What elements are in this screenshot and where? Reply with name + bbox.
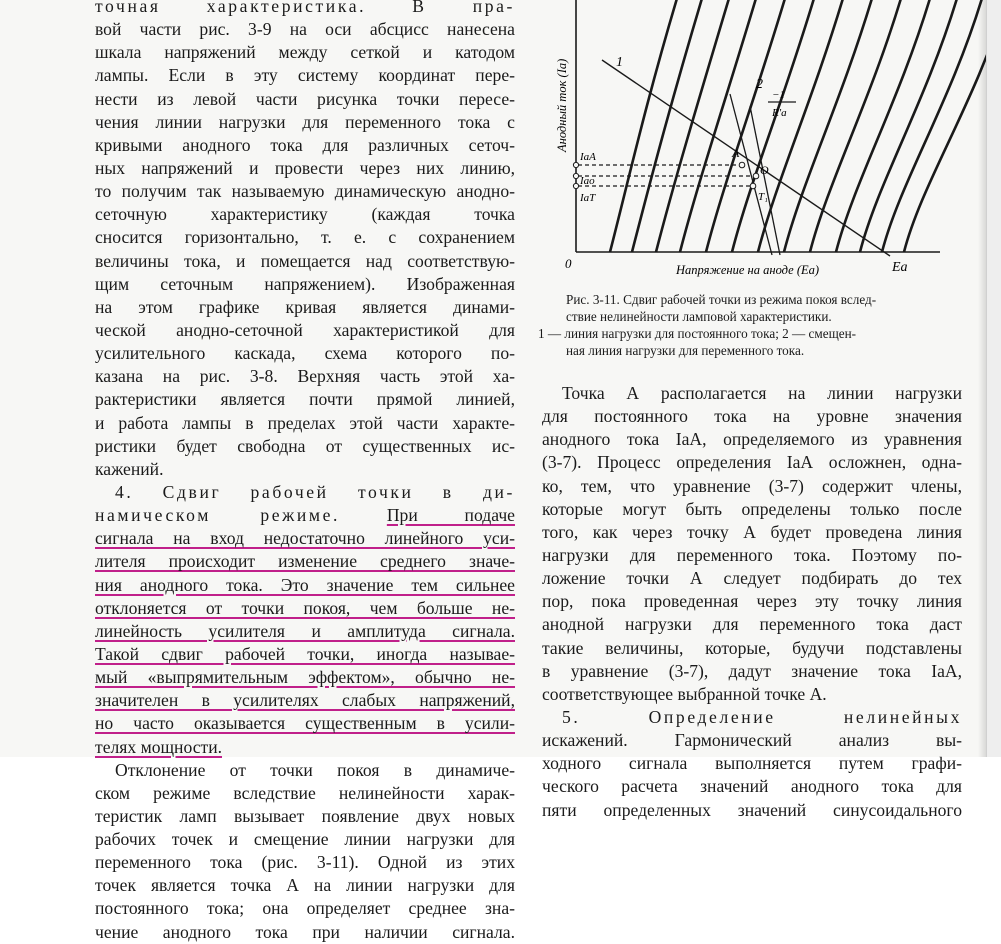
slope-numerator: −1 [772,89,785,101]
caption-line: ствие нелинейности ламповой характеристики. [566,309,832,324]
underlined-line: линейность усилителя и амплитуда сигнала. [95,620,515,641]
text-line: такие величины, которые, будучи подставлены [542,637,962,658]
text-line: ристики будет свободна от существенных ис- [95,435,515,456]
text-line: постоянного тока; она определяет среднее зна- [95,898,515,919]
text-line: чения линии нагрузки для переменного тока с [95,111,515,132]
text-line: рактеристики является почти прямой линией, [95,389,515,410]
underlined-line: сигнала на вход недостаточно линейного уси- [95,528,515,549]
text-line: ческой анодно-сеточной характеристикой для [95,319,515,340]
underlined-line-last [95,736,515,759]
right-column [542,382,962,822]
point-A-label: А [732,146,740,160]
tick-circle [573,173,578,178]
text-line: переменного тока (рис. 3-11). Одной из этих [95,852,515,873]
section-4-heading-line [95,504,515,527]
text-line: то получим так называемую динамическую анодно- [95,181,515,202]
section-5-heading: 5. Определение нелинейных [562,706,962,727]
text-line: ском режиме вследствие нелинейности харак- [95,782,515,803]
underlined-line: ния анодного тока. Это значение тем сильнее [95,574,515,595]
text-line: пор, пока проведенная через эту точку линия [542,591,962,612]
text-line: сеточную характеристику (каждая точка [95,204,515,225]
text-line: (3-7). Процесс определения IаА осложнен, одна- [542,452,962,473]
tick-circle [573,183,578,188]
underlined-line: мый «выпрямительным эффектом», обычно не- [95,667,515,688]
text-line: ходного сигнала выполняется путем графи- [542,753,962,774]
point-A [739,162,745,168]
slope-denominator: R'а [772,107,787,119]
text-line: ческого расчета значений анодного тока для [542,776,962,797]
text-line: Точка А располагается на линии нагрузки [562,383,962,403]
point-T-label: Т₁ [758,191,768,203]
text-line: Отклонение от точки покоя в динамиче- [115,759,515,780]
text-line: того, как через точку А будет проведена линия [542,521,962,542]
text-line: сносится горизонтально, т. е. с сохранением [95,227,515,248]
caption-line: ная линия нагрузки для переменного тока. [566,343,805,358]
anode-curve [810,0,902,252]
text-line: казана на рис. 3-8. Верхняя часть этой ха- [95,366,515,387]
text-line: кажений. [95,458,164,479]
text-line: ложение точки А следует подбирать до тех [542,568,962,589]
text-line: усилительного каскада, схема которого по- [95,343,515,364]
underlined-line: Такой сдвиг рабочей точки, иногда называе- [95,643,515,664]
text-line: лампы. Если в эту систему координат пере- [95,65,515,86]
caption-line: 1 — линия нагрузки для постоянного тока; 2 — смещен- [538,326,857,341]
anode-characteristic-curves [610,0,1001,252]
anode-curve [656,0,730,252]
anode-curve [882,0,983,252]
point-T [750,183,756,189]
x-end-label: Eа [892,260,908,275]
point-O [753,173,759,179]
underlined-text: телях мощности. [95,736,223,757]
underlined-line: отклоняется от точки покоя, чем больше не- [95,597,515,618]
text-line: вой части рис. 3-9 на оси абсцисс нанесена [95,19,515,40]
tick-circle [573,162,578,167]
text-line: которые могут быть определены только после [542,498,962,519]
left-column [95,0,515,944]
text-line: ных напряжений и провести через них линию, [95,157,515,178]
text-line: ко, тем, что уравнение (3-7) содержит члены, [542,475,962,496]
underlined-text: При подаче [386,505,515,526]
underlined-line: но часто оказывается существенным в усили- [95,713,515,734]
text-line: и работа лампы в пределах этой части характе- [95,412,515,433]
y-axis-label: Анодный ток (Iа) [555,58,569,152]
x-axis-label: Напряжение на аноде (Eа) [676,263,820,277]
underlined-line: лителя происходит изменение среднего значе- [95,551,515,572]
text-line: нести из левой части рисунка точки пересе- [95,88,515,109]
figure-caption [538,291,958,359]
text-line: анодного тока IаА, определяемого из уравнения [542,429,962,450]
page-edge-shadow [978,0,986,757]
text-line: анодной нагрузки для переменного тока даст [542,614,962,635]
underlined-line: значителен в усилителях слабых напряжений, [95,690,515,711]
scrollbar[interactable] [986,0,1001,757]
text-line: для постоянного тока на уровне значения [542,406,962,427]
text-line: искажений. Гармонический анализ вы- [542,730,962,751]
text-line: на этом графике кривая является динами- [95,296,515,317]
text-line: щим сеточным напряжением). Изображенная [95,273,515,294]
text-line: точек является точка А на линии нагрузки для [95,875,515,896]
iaA-label: IаА [580,151,596,163]
text-line: нагрузки для переменного тока. Поэтому по- [542,544,962,565]
line-2-label: 2 [756,77,763,92]
iaT-label: IаТ [580,192,596,204]
dc-load-line [602,60,890,256]
text-line: чение анодного тока при наличии сигнала. [95,921,515,942]
anode-curve [610,0,678,252]
section-4-heading-tail: намическом режиме. [95,505,341,526]
point-O-label: O [760,163,769,177]
section-4-heading: 4. Сдвиг рабочей точки в ди- [115,481,515,502]
line-1-label: 1 [616,55,623,70]
caption-line: Рис. 3-11. Сдвиг рабочей точки из режима покоя вслед- [566,292,877,307]
anode-curve [860,0,958,252]
text-line: соответствующее выбранной точке А. [542,683,827,704]
text-line: рабочих точек и смещение линии нагрузки для [95,829,515,850]
text-line: пяти определенных значений синусоидального [542,799,962,820]
iao-label: Iао [580,175,595,187]
text-line: в уравнение (3-7), дадут значение тока IаА, [542,660,962,681]
text-line: точная характеристика. В пра- [95,0,515,16]
text-line: величины тока, и помещается над соответствую- [95,250,515,271]
origin-label: 0 [565,256,572,271]
text-line: шкала напряжений между сеткой и катодом [95,42,515,63]
figure-3-11 [555,0,980,285]
text-line: кривыми анодного тока для различных сеточ- [95,134,515,155]
text-line: теристик ламп вызывает появление двух новых [95,805,515,826]
